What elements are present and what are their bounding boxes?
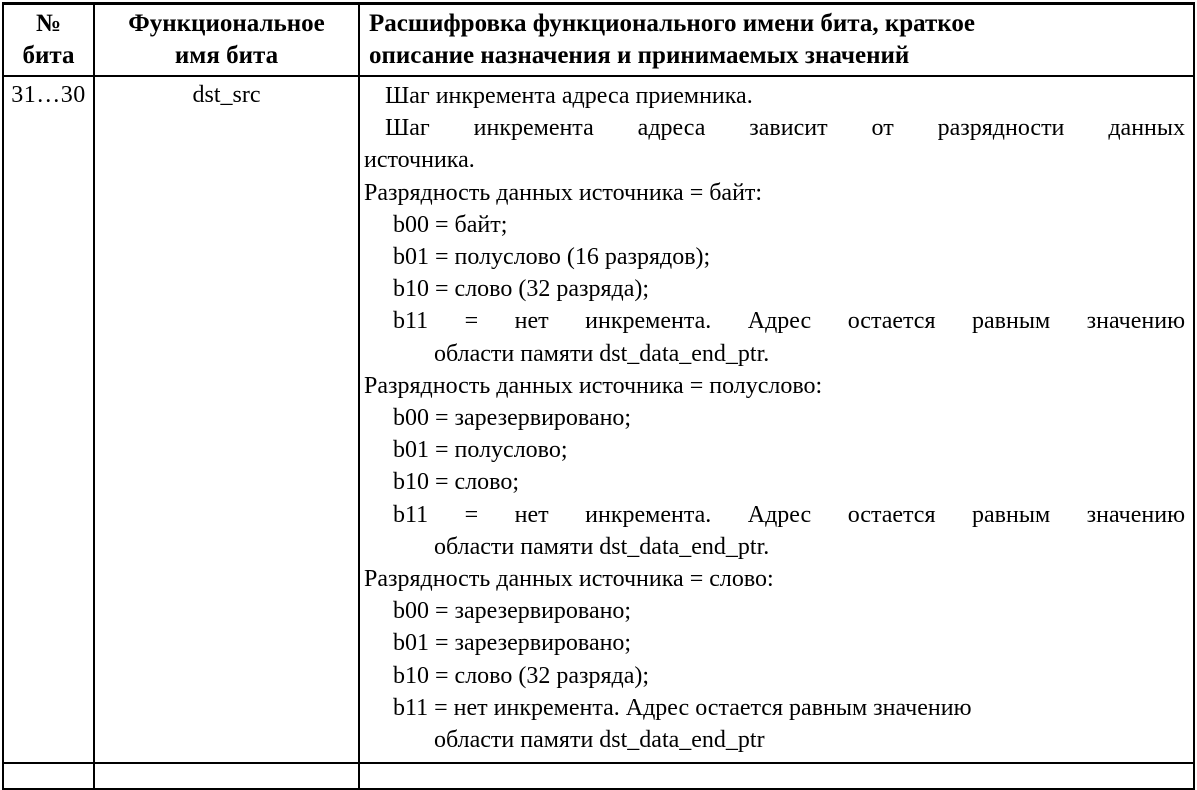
cell-bit-number (4, 77, 95, 762)
description-line: области памяти dst_data_end_ptr (434, 727, 765, 754)
description-line: b11 = нет инкремента. Адрес остается равным значению (393, 694, 972, 721)
header-cell-bit-number (4, 5, 95, 75)
description-line: источника. (364, 147, 475, 174)
header-bit-name-line2: имя бита (174, 42, 279, 69)
description-line: Разрядность данных источника = байт: (364, 179, 763, 206)
description-line: b01 = зарезервировано; (393, 630, 632, 657)
header-bit-number-line1: № (35, 10, 62, 37)
header-bit-name-line1: Функциональное (128, 10, 325, 37)
description-line: Шаг инкремента адреса приемника. (385, 83, 753, 109)
table-row (4, 77, 1193, 764)
description-line: Шаг инкремента адреса зависит от разрядности данных (385, 115, 1185, 142)
description-line: b11 = нет инкремента. Адрес остается равным значению (393, 308, 1185, 335)
cell-bit-name (95, 77, 360, 762)
description-line: b11 = нет инкремента. Адрес остается равным значению (393, 501, 1185, 528)
description-line: b00 = байт; (393, 211, 508, 238)
description-line: Разрядность данных источника = слово: (364, 566, 774, 593)
bit-description-table (2, 2, 1195, 790)
header-description-line1: Расшифровка функционального имени бита, краткое (369, 10, 975, 37)
description-line: b01 = полуслово; (393, 437, 568, 464)
description-line: b00 = зарезервировано; (393, 598, 632, 625)
description-line: области памяти dst_data_end_ptr. (434, 533, 770, 560)
description-line: b10 = слово (32 разряда); (393, 276, 650, 303)
cell-description (360, 77, 1193, 762)
header-description-line2: описание назначения и принимаемых значений (369, 42, 910, 69)
header-cell-bit-name (95, 5, 360, 75)
description-line: b01 = полуслово (16 разрядов); (393, 244, 711, 271)
table-header-row (4, 5, 1193, 77)
description-line: b10 = слово (32 разряда); (393, 662, 650, 689)
header-bit-number-line2: бита (22, 42, 75, 69)
bit-name-value: dst_src (192, 82, 261, 108)
description-line: b10 = слово; (393, 469, 519, 496)
description-line: b00 = зарезервировано; (393, 405, 632, 432)
description-line: области памяти dst_data_end_ptr. (434, 340, 770, 367)
header-cell-description (360, 5, 1193, 75)
bit-number-value: 31…30 (11, 82, 86, 108)
description-line: Разрядность данных источника = полуслово: (364, 372, 823, 399)
